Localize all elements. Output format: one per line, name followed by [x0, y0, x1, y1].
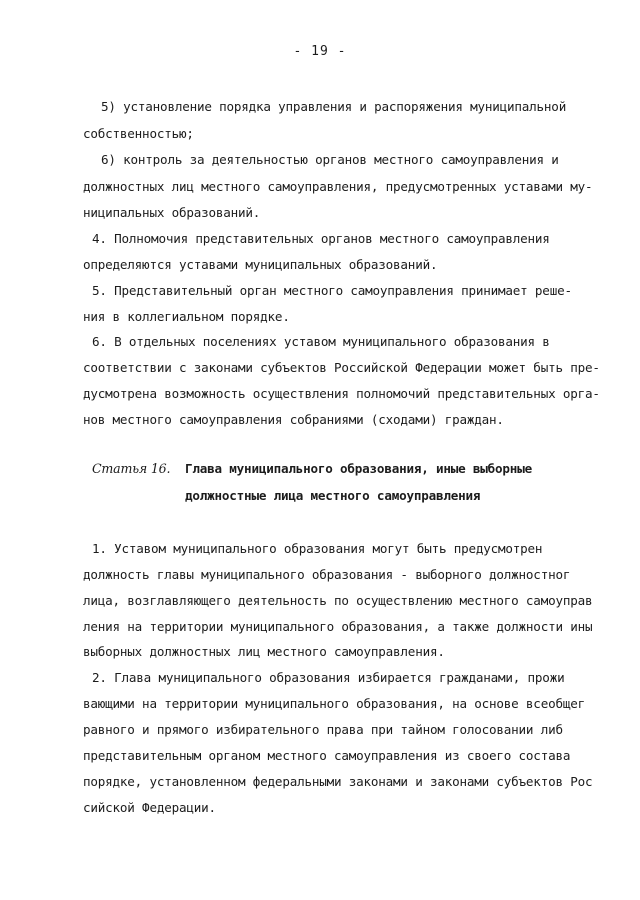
text-line-item5-2: ния в коллегиальном порядке.	[83, 309, 290, 324]
text-line-item6-1: 6. В отдельных поселениях уставом муниципального образования в	[92, 334, 550, 349]
text-line-item6-2: соответствии с законами субъектов Российской Федерации может быть пре-	[83, 360, 600, 375]
text-line-a1-3: лица, возглавляющего деятельность по осуществлению местного самоуправ	[83, 593, 593, 608]
text-line-a2-1: 2. Глава муниципального образования избирается гражданами, прожи	[92, 670, 565, 685]
text-line-a2-3: равного и прямого избирательного права при тайном голосовании либ	[83, 722, 563, 737]
page-number: - 19 -	[293, 44, 347, 59]
text-line-a2-4: представительным органом местного самоуправления из своего состава	[83, 748, 571, 763]
text-line-p6-3: ниципальных образований.	[83, 205, 261, 220]
article-title-line2: должностные лица местного самоуправления	[185, 488, 481, 503]
text-line-p6-1: 6) контроль за деятельностью органов местного самоуправления и	[101, 152, 559, 167]
text-line-p5-1: 5) установление порядка управления и распоряжения муниципальной	[101, 99, 567, 114]
text-line-p6-2: должностных лиц местного самоуправления, предусмотренных уставами му-	[83, 179, 593, 194]
text-line-a2-2: вающими на территории муниципального образования, на основе всеобщег	[83, 696, 585, 711]
text-line-a1-2: должность главы муниципального образования - выборного должностног	[83, 567, 571, 582]
text-line-a1-4: ления на территории муниципального образования, а также должности ины	[83, 619, 593, 634]
text-line-p5-2: собственностью;	[83, 126, 194, 141]
text-line-a2-5: порядке, установленном федеральными законами и законами субъектов Рос	[83, 774, 593, 789]
text-line-item4-2: определяются уставами муниципальных образований.	[83, 257, 438, 272]
text-line-item6-4: нов местного самоуправления собраниями (сходами) граждан.	[83, 412, 504, 427]
text-line-a1-1: 1. Уставом муниципального образования могут быть предусмотрен	[92, 541, 543, 556]
text-line-a2-6: сийской Федерации.	[83, 800, 216, 815]
article-title-line1: Глава муниципального образования, иные выборные	[185, 461, 532, 476]
article-number: Статья 16.	[92, 461, 171, 476]
text-line-item4-1: 4. Полномочия представительных органов местного самоуправления	[92, 231, 550, 246]
text-line-item5-1: 5. Представительный орган местного самоуправления принимает реше-	[92, 283, 572, 298]
text-line-a1-5: выборных должностных лиц местного самоуправления.	[83, 644, 445, 659]
text-line-item6-3: дусмотрена возможность осуществления полномочий представительных орга-	[83, 386, 600, 401]
